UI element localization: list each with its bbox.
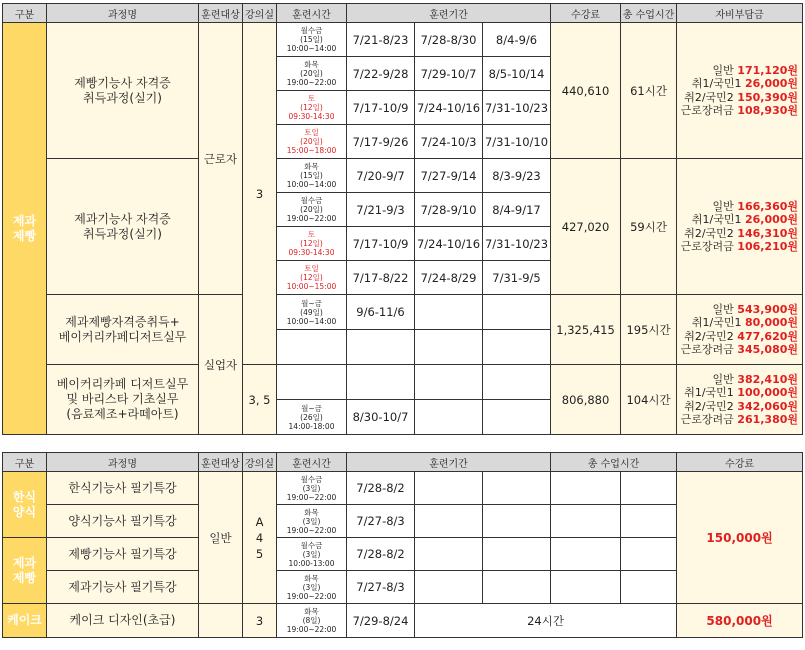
period-cell: 7/17-9/26 bbox=[347, 125, 415, 159]
period-cell: 7/17-10/9 bbox=[347, 227, 415, 261]
period-cell: 7/28-8/2 bbox=[347, 472, 415, 505]
period-cell: 7/28-9/10 bbox=[415, 193, 483, 227]
total-hours: 61시간 bbox=[621, 23, 677, 159]
schedule-time: 월~금 (26일) 14:00-18:00 bbox=[277, 400, 347, 435]
tuition-fee: 1,325,415 bbox=[551, 295, 621, 365]
total-hours: 195시간 bbox=[621, 295, 677, 365]
header-room: 강의실 bbox=[243, 4, 277, 23]
header-course: 과정명 bbox=[47, 453, 199, 472]
course-name: 양식기능사 필기특강 bbox=[47, 505, 199, 538]
self-pay-row: 취2/국민2 477,620원 bbox=[684, 329, 799, 343]
schedule-time: 월수금 (3일) 19:00~22:00 bbox=[277, 472, 347, 505]
self-pay-row: 근로장려금 261,380원 bbox=[680, 413, 799, 426]
course-name: 케이크 디자인(초급) bbox=[47, 604, 199, 638]
self-pay-row: 취1/국민1 80,000원 bbox=[691, 316, 799, 329]
training-schedule-table bbox=[2, 3, 803, 435]
period-cell: 7/24-10/3 bbox=[415, 125, 483, 159]
tuition-fee: 440,610 bbox=[551, 23, 621, 159]
period-cell: 7/27-8/3 bbox=[347, 505, 415, 538]
self-pay-row: 일반 166,360원 bbox=[712, 199, 799, 213]
empty-cell bbox=[483, 295, 551, 330]
period-cell: 7/31-10/23 bbox=[483, 227, 551, 261]
course-name: 제과기능사 필기특강 bbox=[47, 571, 199, 604]
empty-cell bbox=[347, 365, 415, 400]
empty-cell bbox=[277, 365, 347, 400]
schedule-time: 화목 (8일) 19:00~22:00 bbox=[277, 604, 347, 638]
self-pay-row: 근로장려금 108,930원 bbox=[680, 104, 799, 117]
self-pay-row: 취1/국민1 26,000원 bbox=[691, 77, 799, 90]
empty-cell bbox=[199, 604, 243, 638]
self-pay-row: 일반 382,410원 bbox=[712, 372, 799, 386]
written-exam-course-table bbox=[2, 452, 803, 638]
course-name: 베이커리카페 디저트실무 및 바리스타 기초실무 (음료제조+라떼아트) bbox=[47, 365, 199, 435]
classroom: A 4 5 bbox=[243, 472, 277, 604]
empty-cell bbox=[415, 330, 483, 365]
empty-cell bbox=[621, 505, 677, 538]
tuition-fee: 150,000원 bbox=[677, 472, 803, 604]
period-cell: 8/4-9/17 bbox=[483, 193, 551, 227]
empty-cell bbox=[551, 538, 621, 571]
target-worker: 근로자 bbox=[199, 23, 243, 295]
self-pay-row: 취1/국민1 26,000원 bbox=[691, 213, 799, 226]
self-pay-row: 일반 543,900원 bbox=[712, 302, 799, 316]
empty-cell bbox=[621, 472, 677, 505]
tuition-fee: 580,000원 bbox=[677, 604, 803, 638]
empty-cell bbox=[483, 472, 551, 505]
empty-cell bbox=[551, 505, 621, 538]
self-pay-list bbox=[677, 159, 803, 295]
self-pay-row: 일반 171,120원 bbox=[712, 63, 799, 77]
empty-cell bbox=[415, 472, 483, 505]
empty-cell bbox=[483, 400, 551, 435]
empty-cell bbox=[483, 538, 551, 571]
schedule-time: 월수금 (3일) 10:00-13:00 bbox=[277, 538, 347, 571]
self-pay-row: 취1/국민1 100,000원 bbox=[684, 386, 799, 399]
header-target: 훈련대상 bbox=[199, 4, 243, 23]
empty-cell bbox=[483, 571, 551, 604]
empty-cell bbox=[415, 505, 483, 538]
empty-cell bbox=[347, 330, 415, 365]
course-name: 제빵기능사 필기특강 bbox=[47, 538, 199, 571]
period-cell: 7/24-10/16 bbox=[415, 91, 483, 125]
self-pay-list bbox=[677, 295, 803, 365]
schedule-time: 화목 (15일) 10:00~14:00 bbox=[277, 159, 347, 193]
total-hours: 104시간 bbox=[621, 365, 677, 435]
empty-cell bbox=[415, 295, 483, 330]
period-cell: 8/5-10/14 bbox=[483, 57, 551, 91]
header-time: 훈련시간 bbox=[277, 453, 347, 472]
period-cell: 7/28-8/30 bbox=[415, 23, 483, 57]
empty-cell bbox=[277, 330, 347, 365]
empty-cell bbox=[415, 571, 483, 604]
header-category: 구분 bbox=[3, 453, 47, 472]
total-hours: 24시간 bbox=[415, 604, 677, 638]
header-target: 훈련대상 bbox=[199, 453, 243, 472]
self-pay-row: 근로장려금 345,080원 bbox=[680, 343, 799, 356]
period-cell: 7/27-8/3 bbox=[347, 571, 415, 604]
period-cell: 7/17-8/22 bbox=[347, 261, 415, 295]
course-name: 제빵기능사 자격증 취득과정(실기) bbox=[47, 23, 199, 159]
self-pay-row: 취2/국민2 342,060원 bbox=[684, 399, 799, 413]
empty-cell bbox=[483, 330, 551, 365]
self-pay-row: 취2/국민2 150,390원 bbox=[684, 90, 799, 104]
period-cell: 7/21-8/23 bbox=[347, 23, 415, 57]
period-cell: 7/31-10/23 bbox=[483, 91, 551, 125]
empty-cell bbox=[483, 365, 551, 400]
course-name: 제과기능사 자격증 취득과정(실기) bbox=[47, 159, 199, 295]
period-cell: 7/31-10/10 bbox=[483, 125, 551, 159]
header-time: 훈련시간 bbox=[277, 4, 347, 23]
header-hours: 총 수업시간 bbox=[621, 4, 677, 23]
period-cell: 8/30-10/7 bbox=[347, 400, 415, 435]
period-cell: 7/24-8/29 bbox=[415, 261, 483, 295]
total-hours: 59시간 bbox=[621, 159, 677, 295]
period-cell: 7/29-10/7 bbox=[415, 57, 483, 91]
header-hours: 총 수업시간 bbox=[551, 453, 677, 472]
classroom: 3 bbox=[243, 23, 277, 365]
self-pay-list bbox=[677, 365, 803, 435]
category-confectionery: 제과 제빵 bbox=[3, 23, 47, 435]
empty-cell bbox=[483, 505, 551, 538]
category-korean-western: 한식 양식 bbox=[3, 472, 47, 538]
target-unemployed: 실업자 bbox=[199, 295, 243, 435]
schedule-time: 토 (12일) 09:30-14:30 bbox=[277, 227, 347, 261]
period-cell: 7/17-10/9 bbox=[347, 91, 415, 125]
classroom: 3, 5 bbox=[243, 365, 277, 435]
period-cell: 9/6-11/6 bbox=[347, 295, 415, 330]
empty-cell bbox=[415, 365, 483, 400]
category-cake: 케이크 bbox=[3, 604, 47, 638]
period-cell: 7/28-8/2 bbox=[347, 538, 415, 571]
period-cell: 7/31-9/5 bbox=[483, 261, 551, 295]
schedule-time: 토일 (12일) 10:00~15:00 bbox=[277, 261, 347, 295]
schedule-time: 월수금 (15일) 10:00~14:00 bbox=[277, 23, 347, 57]
period-cell: 7/22-9/28 bbox=[347, 57, 415, 91]
schedule-time: 월~금 (49일) 10:00~14:00 bbox=[277, 295, 347, 330]
period-cell: 8/3-9/23 bbox=[483, 159, 551, 193]
empty-cell bbox=[415, 538, 483, 571]
schedule-time: 월수금 (20일) 19:00~22:00 bbox=[277, 193, 347, 227]
self-pay-list bbox=[677, 23, 803, 159]
header-course: 과정명 bbox=[47, 4, 199, 23]
header-period: 훈련기간 bbox=[347, 453, 551, 472]
header-room: 강의실 bbox=[243, 453, 277, 472]
target-general: 일반 bbox=[199, 472, 243, 604]
category-confectionery: 제과 제빵 bbox=[3, 538, 47, 604]
period-cell: 8/4-9/6 bbox=[483, 23, 551, 57]
course-name: 제과제빵자격증취득+ 베이커리카페디저트실무 bbox=[47, 295, 199, 365]
empty-cell bbox=[621, 571, 677, 604]
period-cell: 7/20-9/7 bbox=[347, 159, 415, 193]
period-cell: 7/27-9/14 bbox=[415, 159, 483, 193]
tuition-fee: 427,020 bbox=[551, 159, 621, 295]
header-period: 훈련기간 bbox=[347, 4, 551, 23]
tuition-fee: 806,880 bbox=[551, 365, 621, 435]
empty-cell bbox=[415, 400, 483, 435]
empty-cell bbox=[621, 538, 677, 571]
schedule-time: 토 (12일) 09:30-14:30 bbox=[277, 91, 347, 125]
schedule-time: 화목 (3일) 19:00~22:00 bbox=[277, 505, 347, 538]
header-fee: 수강료 bbox=[677, 453, 803, 472]
course-name: 한식기능사 필기특강 bbox=[47, 472, 199, 505]
period-cell: 7/21-9/3 bbox=[347, 193, 415, 227]
empty-cell bbox=[551, 472, 621, 505]
schedule-time: 화목 (3일) 19:00~22:00 bbox=[277, 571, 347, 604]
header-fee: 수강료 bbox=[551, 4, 621, 23]
schedule-time: 토일 (20일) 15:00~18:00 bbox=[277, 125, 347, 159]
self-pay-row: 취2/국민2 146,310원 bbox=[684, 226, 799, 240]
self-pay-row: 근로장려금 106,210원 bbox=[680, 240, 799, 253]
period-cell: 7/29-8/24 bbox=[347, 604, 415, 638]
empty-cell bbox=[551, 571, 621, 604]
header-category: 구분 bbox=[3, 4, 47, 23]
header-self-pay: 자비부담금 bbox=[677, 4, 803, 23]
period-cell: 7/24-10/16 bbox=[415, 227, 483, 261]
schedule-time: 화목 (20일) 19:00~22:00 bbox=[277, 57, 347, 91]
classroom: 3 bbox=[243, 604, 277, 638]
